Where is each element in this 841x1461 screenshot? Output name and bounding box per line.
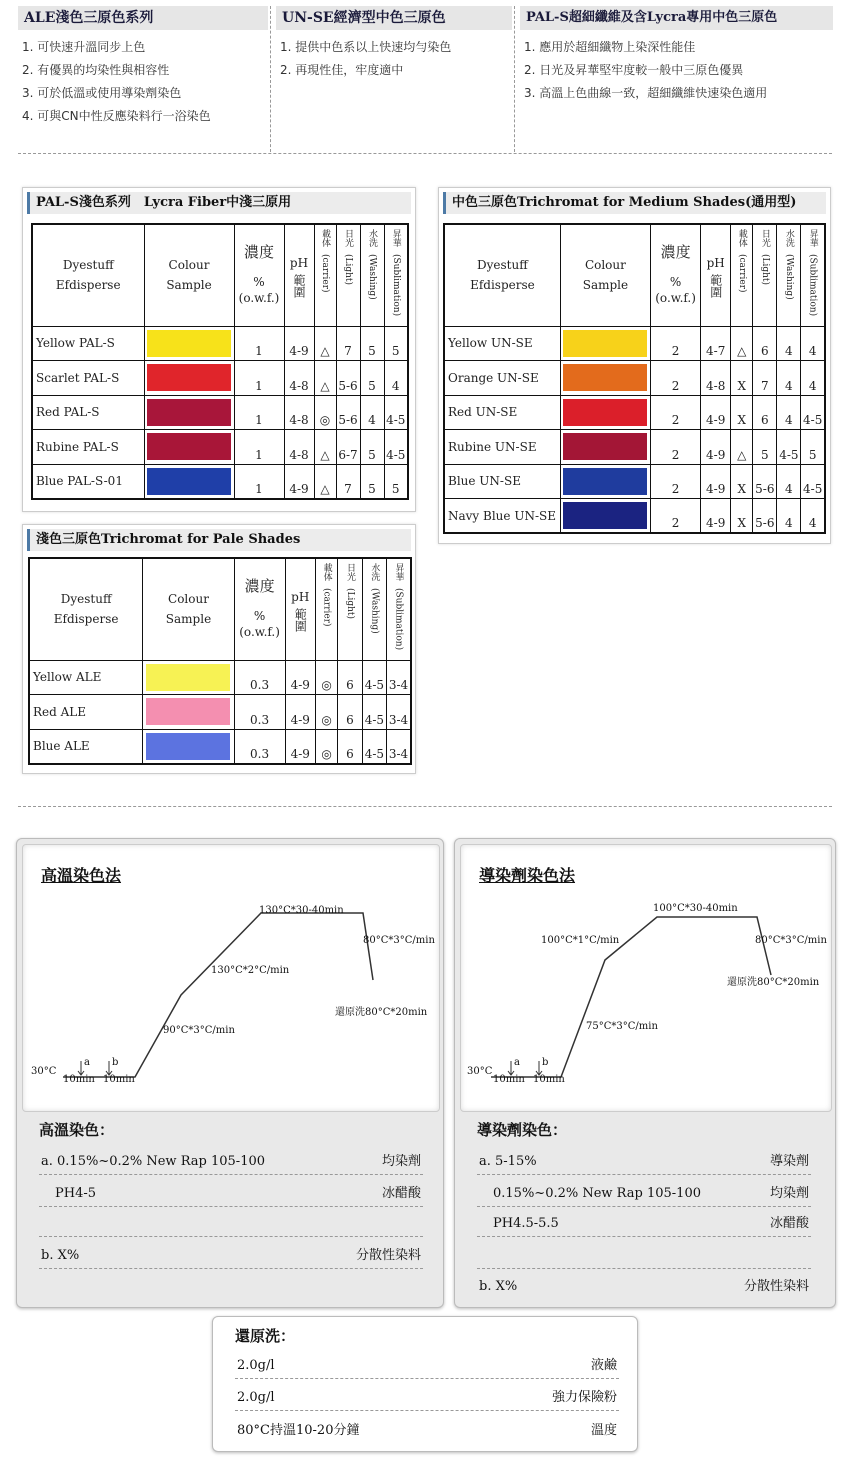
light-rating: 6-7 [336, 430, 360, 465]
concentration: 0.3 [234, 660, 285, 695]
dye-name: Blue ALE [29, 729, 143, 764]
series-item: 1. 應用於超細纖物上染深性能佳 [524, 40, 696, 54]
carrier-rating: △ [314, 464, 336, 499]
recipe-item: 0.15%~0.2% New Rap 105-100 [493, 1186, 701, 1201]
reduction-wash [212, 1316, 638, 1452]
header-ph: pH 範圍 [284, 224, 314, 326]
colour-swatch-cell [144, 361, 234, 396]
header-carrier: 載体 (carrier) [315, 558, 337, 660]
header-dyestuff: Dyestuff Efdisperse [29, 558, 143, 660]
light-rating: 6 [753, 326, 777, 361]
curve-label: 90°C*3°C/min [163, 1025, 235, 1036]
sublimation-rating: 3-4 [387, 660, 411, 695]
ph-range: 4-9 [701, 499, 731, 534]
header-concentration: 濃度 % (o.w.f.) [234, 558, 285, 660]
recipe-row [477, 1269, 811, 1299]
header-washing: 水洗 (Washing) [360, 224, 384, 326]
table-row [444, 361, 825, 396]
recipe-item: b. X% [479, 1279, 518, 1294]
carrier-rating: △ [314, 430, 336, 465]
curve-label: 30°C [467, 1066, 493, 1077]
table-row [32, 395, 408, 430]
colour-swatch-cell [143, 729, 234, 764]
ph-range: 4-7 [701, 326, 731, 361]
sublimation-rating: 5 [801, 430, 825, 465]
curve-label: 10min [533, 1074, 565, 1085]
recipe-role: 冰醋酸 [381, 1186, 421, 1201]
header-carrier: 載体 (carrier) [314, 224, 336, 326]
concentration: 1 [234, 326, 284, 361]
sublimation-rating: 5 [384, 326, 408, 361]
washing-rating: 5 [360, 430, 384, 465]
ph-range: 4-8 [284, 395, 314, 430]
carrier-rating: △ [731, 326, 753, 361]
carrier-method [454, 838, 836, 1308]
table-un-se [438, 187, 831, 544]
sublimation-rating: 3-4 [387, 695, 411, 730]
light-rating: 7 [336, 464, 360, 499]
concentration: 2 [651, 361, 701, 396]
sublimation-rating: 4 [801, 361, 825, 396]
reduction-item: 80°C持溫10-20分鐘 [237, 1423, 360, 1438]
series-item: 3. 可於低溫或使用導染劑染色 [22, 86, 182, 100]
dye-name: Scarlet PAL-S [32, 361, 144, 396]
header-sublimation: 昇華 (Sublimation) [801, 224, 825, 326]
concentration: 0.3 [234, 695, 285, 730]
divider [18, 806, 832, 807]
washing-rating: 5 [360, 361, 384, 396]
light-rating: 5 [753, 430, 777, 465]
carrier-rating: X [731, 464, 753, 499]
recipe-item: b. X% [41, 1248, 80, 1263]
carrier-rating: ◎ [314, 395, 336, 430]
table-ale [22, 524, 416, 774]
divider [514, 6, 515, 152]
sublimation-rating: 4-5 [801, 395, 825, 430]
curve-panel [22, 844, 440, 1112]
series-ale [18, 6, 268, 152]
light-rating: 6 [753, 395, 777, 430]
curve-label: 10min [103, 1074, 135, 1085]
header-washing: 水洗 (Washing) [777, 224, 801, 326]
colour-swatch-cell [144, 326, 234, 361]
table-row [444, 395, 825, 430]
recipe-role: 分散性染料 [743, 1279, 809, 1294]
series-title: UN-SE經濟型中色三原色 [276, 6, 512, 30]
divider [18, 153, 832, 154]
recipe-item: PH4.5-5.5 [493, 1216, 559, 1231]
series-item: 4. 可與CN中性反應染料行一浴染色 [22, 109, 211, 123]
washing-rating: 5 [360, 326, 384, 361]
sublimation-rating: 4-5 [384, 395, 408, 430]
recipe-row [477, 1145, 811, 1175]
header-ph: pH 範圍 [701, 224, 731, 326]
colour-swatch [563, 468, 647, 495]
curve-label: 30°C [31, 1066, 57, 1077]
colour-swatch-cell [143, 660, 234, 695]
data-table [443, 223, 826, 534]
header-colour: Colour Sample [143, 558, 234, 660]
colour-swatch [563, 502, 647, 529]
table-title: 淺色三原色Trichromat for Pale Shades [27, 529, 411, 551]
dye-name: Blue UN-SE [444, 464, 560, 499]
colour-swatch-cell [560, 499, 650, 534]
washing-rating: 4-5 [777, 430, 801, 465]
colour-swatch-cell [560, 395, 650, 430]
table-row [32, 464, 408, 499]
table-row [444, 430, 825, 465]
carrier-rating: △ [314, 361, 336, 396]
sublimation-rating: 4 [801, 326, 825, 361]
header-colour: Colour Sample [144, 224, 234, 326]
dye-name: Red ALE [29, 695, 143, 730]
carrier-rating: △ [314, 326, 336, 361]
washing-rating: 4 [777, 395, 801, 430]
colour-swatch [146, 733, 230, 760]
carrier-rating: ◎ [315, 695, 337, 730]
table-row [444, 499, 825, 534]
ph-range: 4-8 [701, 361, 731, 396]
curve-label: 還原洗80°C*20min [727, 977, 820, 988]
concentration: 1 [234, 395, 284, 430]
washing-rating: 4-5 [362, 729, 386, 764]
header-concentration: 濃度 % (o.w.f.) [651, 224, 701, 326]
recipe-row [39, 1145, 423, 1175]
sublimation-rating: 5 [384, 464, 408, 499]
colour-swatch [563, 330, 647, 357]
colour-swatch [147, 364, 231, 391]
light-rating: 6 [338, 729, 362, 764]
recipe-row [39, 1239, 423, 1269]
dye-name: Rubine UN-SE [444, 430, 560, 465]
carrier-rating: X [731, 395, 753, 430]
recipe-row [39, 1207, 423, 1237]
curve-label: 10min [63, 1074, 95, 1085]
curve-label: 130°C*30-40min [259, 905, 344, 916]
washing-rating: 4-5 [362, 695, 386, 730]
header-sublimation: 昇華 (Sublimation) [384, 224, 408, 326]
ph-range: 4-9 [701, 464, 731, 499]
series-item: 2. 日光及昇華堅牢度較一般中三原色優異 [524, 63, 744, 77]
colour-swatch-cell [560, 326, 650, 361]
colour-swatch-cell [143, 695, 234, 730]
curve-panel [460, 844, 832, 1112]
reduction-role: 液鹼 [590, 1358, 617, 1373]
curve-label: 75°C*3°C/min [586, 1021, 658, 1032]
ph-range: 4-9 [284, 464, 314, 499]
dye-name: Yellow UN-SE [444, 326, 560, 361]
carrier-rating: ◎ [315, 729, 337, 764]
dye-name: Navy Blue UN-SE [444, 499, 560, 534]
series-item: 3. 高溫上色曲線一致，超細纖維快速染色適用 [524, 86, 768, 100]
series-title: PAL-S超細纖維及含Lycra專用中色三原色 [520, 6, 833, 30]
light-rating: 5-6 [336, 395, 360, 430]
recipe-role: 均染劑 [381, 1154, 421, 1169]
series-unse [276, 6, 512, 152]
header-dyestuff: Dyestuff Efdisperse [444, 224, 560, 326]
recipe-role: 導染劑 [769, 1154, 809, 1169]
ph-range: 4-9 [284, 326, 314, 361]
colour-swatch [147, 468, 231, 495]
colour-swatch [147, 433, 231, 460]
series-item: 1. 可快速升溫同步上色 [22, 40, 146, 54]
sublimation-rating: 4-5 [801, 464, 825, 499]
recipe-item: a. 0.15%~0.2% New Rap 105-100 [41, 1154, 266, 1169]
concentration: 2 [651, 464, 701, 499]
table-pal-s [22, 187, 416, 512]
ph-range: 4-9 [285, 660, 315, 695]
curve-label: 130°C*2°C/min [211, 965, 290, 976]
curve-label: 還原洗80°C*20min [335, 1007, 428, 1018]
carrier-rating: △ [731, 430, 753, 465]
washing-rating: 4 [777, 326, 801, 361]
reduction-row [235, 1413, 619, 1443]
series-item: 2. 有優異的均染性與相容性 [22, 63, 170, 77]
method-title: 導染劑染色法 [479, 866, 576, 885]
table-row [32, 430, 408, 465]
curve-label: b [542, 1057, 549, 1068]
light-rating: 6 [338, 695, 362, 730]
method-title: 高溫染色法 [41, 866, 122, 885]
dye-name: Orange UN-SE [444, 361, 560, 396]
header-colour: Colour Sample [560, 224, 650, 326]
dye-name: Yellow ALE [29, 660, 143, 695]
colour-swatch-cell [560, 464, 650, 499]
light-rating: 5-6 [753, 464, 777, 499]
ph-range: 4-9 [285, 695, 315, 730]
reduction-role: 溫度 [590, 1423, 617, 1438]
reduction-title: 還原洗： [235, 1327, 296, 1345]
colour-swatch-cell [560, 361, 650, 396]
light-rating: 5-6 [753, 499, 777, 534]
curve-label: 10min [493, 1074, 525, 1085]
ph-range: 4-9 [285, 729, 315, 764]
series-pal [520, 6, 833, 152]
header-sublimation: 昇華 (Sublimation) [387, 558, 411, 660]
light-rating: 5-6 [336, 361, 360, 396]
ph-range: 4-8 [284, 430, 314, 465]
recipe-row [477, 1177, 811, 1207]
header-light: 日光 (Light) [753, 224, 777, 326]
table-row [444, 464, 825, 499]
curve-label: a [514, 1057, 520, 1068]
ph-range: 4-8 [284, 361, 314, 396]
table-row [32, 361, 408, 396]
washing-rating: 4 [360, 395, 384, 430]
table-row [29, 660, 411, 695]
colour-swatch [563, 399, 647, 426]
recipe-row [39, 1177, 423, 1207]
dye-name: Rubine PAL-S [32, 430, 144, 465]
curve-label: 100°C*30-40min [653, 903, 738, 914]
colour-swatch [147, 399, 231, 426]
header-dyestuff: Dyestuff Efdisperse [32, 224, 144, 326]
table-title: PAL-S淺色系列 Lycra Fiber中淺三原用 [27, 192, 411, 214]
recipe-title: 導染劑染色： [477, 1121, 568, 1139]
series-title: ALE淺色三原色系列 [18, 6, 268, 30]
colour-swatch [563, 433, 647, 460]
light-rating: 7 [753, 361, 777, 396]
sublimation-rating: 3-4 [387, 729, 411, 764]
recipe-role: 冰醋酸 [769, 1216, 809, 1231]
colour-swatch-cell [144, 430, 234, 465]
concentration: 1 [234, 430, 284, 465]
header-concentration: 濃度 % (o.w.f.) [234, 224, 284, 326]
washing-rating: 4-5 [362, 660, 386, 695]
curve-label: 80°C*3°C/min [755, 935, 827, 946]
concentration: 1 [234, 464, 284, 499]
concentration: 2 [651, 499, 701, 534]
recipe-row [477, 1207, 811, 1237]
recipe-title: 高溫染色： [39, 1121, 115, 1139]
ph-range: 4-9 [701, 395, 731, 430]
concentration: 2 [651, 430, 701, 465]
colour-swatch-cell [144, 395, 234, 430]
carrier-rating: ◎ [315, 660, 337, 695]
concentration: 2 [651, 395, 701, 430]
dye-name: Yellow PAL-S [32, 326, 144, 361]
header-washing: 水洗 (Washing) [362, 558, 386, 660]
dye-name: Blue PAL-S-01 [32, 464, 144, 499]
sublimation-rating: 4 [801, 499, 825, 534]
light-rating: 6 [338, 660, 362, 695]
concentration: 2 [651, 326, 701, 361]
header-carrier: 載体 (carrier) [731, 224, 753, 326]
table-title: 中色三原色Trichromat for Medium Shades(通用型) [443, 192, 826, 214]
colour-swatch [146, 698, 230, 725]
sublimation-rating: 4-5 [384, 430, 408, 465]
recipe-role: 均染劑 [769, 1186, 809, 1201]
recipe-item: PH4-5 [55, 1186, 97, 1201]
data-table [28, 557, 412, 765]
washing-rating: 5 [360, 464, 384, 499]
dye-name: Red UN-SE [444, 395, 560, 430]
colour-swatch [146, 664, 230, 691]
washing-rating: 4 [777, 361, 801, 396]
concentration: 0.3 [234, 729, 285, 764]
header-light: 日光 (Light) [336, 224, 360, 326]
dye-name: Red PAL-S [32, 395, 144, 430]
concentration: 1 [234, 361, 284, 396]
reduction-item: 2.0g/l [237, 1390, 275, 1405]
divider [270, 6, 271, 152]
temp-curve [23, 845, 441, 1113]
data-table [31, 223, 409, 500]
reduction-role: 強力保險粉 [551, 1390, 617, 1405]
table-row [29, 729, 411, 764]
ph-range: 4-9 [701, 430, 731, 465]
washing-rating: 4 [777, 464, 801, 499]
curve-label: a [84, 1057, 90, 1068]
table-row [29, 695, 411, 730]
carrier-rating: X [731, 361, 753, 396]
curve-label: b [112, 1057, 119, 1068]
colour-swatch-cell [560, 430, 650, 465]
recipe-row [477, 1239, 811, 1269]
sublimation-rating: 4 [384, 361, 408, 396]
curve-label: 100°C*1°C/min [541, 935, 620, 946]
colour-swatch [563, 364, 647, 391]
header-light: 日光 (Light) [338, 558, 362, 660]
table-row [32, 326, 408, 361]
colour-swatch [147, 330, 231, 357]
series-item: 2. 再現性佳，牢度適中 [280, 63, 404, 77]
recipe-role: 分散性染料 [355, 1248, 421, 1263]
reduction-item: 2.0g/l [237, 1358, 275, 1373]
table-row [444, 326, 825, 361]
washing-rating: 4 [777, 499, 801, 534]
reduction-row [235, 1349, 619, 1379]
series-item: 1. 提供中色系以上快速均勻染色 [280, 40, 452, 54]
header-ph: pH 範圍 [285, 558, 315, 660]
carrier-rating: X [731, 499, 753, 534]
light-rating: 7 [336, 326, 360, 361]
recipe-item: a. 5-15% [479, 1154, 537, 1169]
curve-label: 80°C*3°C/min [363, 935, 435, 946]
high-temp-method [16, 838, 444, 1308]
reduction-row [235, 1381, 619, 1411]
colour-swatch-cell [144, 464, 234, 499]
